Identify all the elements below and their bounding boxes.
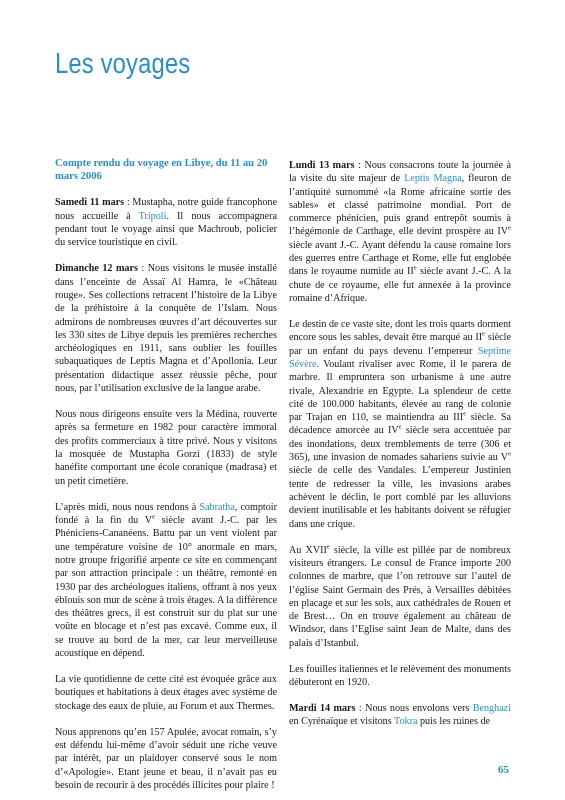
paragraph-apulee: Nous apprenons qu’en 157 Apulée, avocat romain, s’y est défendu lui-même d’avoir séduit une riche veuve par intérêt, par un plaidoyer conservé sous le nom d’«Apologie». Etant jeune et beau, il n’avait pas eu besoin de recourir à des procédés illicites pour plaire ! [55, 726, 277, 791]
place-link-benghazi[interactable]: Benghazi [472, 703, 511, 715]
paragraph-excavations: Les fouilles italiennes et le relèvement des monuments débuteront en 1920. [289, 663, 511, 689]
paragraph-sunday: Dimanche 12 mars : Nous visitons le musée installé dans l’enceinte de Assaï Al Hamra, le «Château rouge». Ses collections retracent l’histoire de la Libye de la préhistoire à la conquête de l’Islam. Nous admirons de nombreuses œuvres d’art découvertes sur les 330 sites de Libye depuis les premières recherches archéologiques en 1911, sans oublier les fouilles subaquatiques de Leptis Magna et d’Apollonia. Leur présentation didactique assez réussie pêche, pour nous, par l’utilisation exclusive de la langue arabe. [55, 263, 277, 395]
right-column [289, 159, 511, 729]
date-label: Samedi 11 mars [55, 197, 125, 209]
paragraph-medina: Nous nous dirigeons ensuite vers la Médina, rouverte après sa fermeture en 1982 pour caractère immoral des profits commerciaux à titre privé. Nous y visitons la mosquée de Mustapha Gorzi (1833) de style hanéfite comportant une école coranique (madrasa) et un petit cimetière. [55, 409, 277, 487]
paragraph-monday: Lundi 13 mars : Nous consacrons toute la journée à la visite du site majeur de Leptis Magna, fleuron de l’antiquité surnommé «la Rome africaine sortie des sables» et classé patrimoine mondial. Port de commerce phénicien, puis grand entrepôt soumis à l’hégémonie de Carthage, elle devint prospère au IVe siècle avant J.-C. Ayant défendu la cause romaine lors des guerres entre Carthage et Rome, elle fut englobée dans le royaume numide au IIe siècle avant J.-C. A la chute de ce royaume, elle fut annexée à la province romaine d’Afrique. [289, 160, 511, 304]
article-heading: Compte rendu du voyage en Libye, du 11 au 20 mars 2006 [55, 158, 268, 183]
date-label: Lundi 13 mars [289, 160, 355, 171]
place-link-leptis-magna[interactable]: Leptis Magna [404, 173, 462, 185]
paragraph-tuesday: Mardi 14 mars : Nous nous envolons vers Benghazi en Cyrénaïque et visitons Tokra puis les ruines de [289, 703, 511, 728]
page-number: 65 [498, 764, 509, 776]
paragraph-saturday: Samedi 11 mars : Mustapha, notre guide francophone nous accueille à Tripoli. Il nous accompagnera pendant tout le voyage ainsi que Machroub, policier du service touristique en civil. [55, 197, 277, 249]
paragraph-destiny: Le destin de ce vaste site, dont les trois quarts dorment encore sous les sables, devait être marqué au IIe siècle par un enfant du pays devenu l’empereur Septime Sévère. Voulant rivaliser avec Rome, il le parera de marbre. Il empruntera son urbanisme à une autre rivale, Alexandrie en Egypte. La splendeur de cette cité de 100.000 habitants, élevée au rang de colonie par Trajan en 110, se maintiendra au IIIe siècle. Sa décadence amorcée au IVe siècle sera accentuée par des inondations, deux tremblements de terre (306 et 365), une invasion de nomades sahariens suivie au Ve siècle de celle des Vandales. L’empereur Justinien tente de redresser la ville, les invasions arabes achèvent le déclin, le port comblé par les alluvions devient inutilisable et les habitants doivent se réfugier dans une crique. [289, 319, 511, 530]
paragraph-daily-life: La vie quotidienne de cette cité est évoquée grâce aux boutiques et habitations à deux étages avec système de stockage des eaux de pluie, au Forum et aux Thermes. [55, 674, 277, 712]
date-label: Mardi 14 mars [289, 703, 356, 715]
date-label: Dimanche 12 mars [55, 263, 138, 275]
person-link-septime-severe[interactable]: Septime Sévère [289, 345, 511, 370]
left-column [55, 157, 277, 792]
place-link-tripoli[interactable]: Tripoli [138, 210, 167, 222]
page-title: Les voyages [55, 48, 191, 80]
place-link-sabratha[interactable]: Sabratha [199, 501, 235, 513]
paragraph-17th-century: Au XVIIe siècle, la ville est pillée par de nombreux visiteurs étrangers. Le consul de France importe 200 colonnes de marbre, que l’on retrouve sur l’autel de l’église Saint Germain des Prés, à Versailles débitées en placage et sur les sols, aux cathédrales de Rouen et de Brest… On en trouve également au château de Windsor, dans l’Eglise saint Jean de Malte, dans des palais d’Istanbul. [289, 543, 511, 649]
place-link-tokra[interactable]: Tokra [393, 716, 418, 728]
paragraph-sabratha: L’après midi, nous nous rendons à Sabratha, comptoir fondé à la fin du Ve siècle avant J.-C. par les Phéniciens-Cananéens. Battu par un vent violent par une température voisine de 10° anormale en mars, notre groupe frigorifié arpente ce site en commençant par son attraction principale : un théâtre, remonté en 1930 par des archéologues italiens, offrant à nos yeux éblouis son mur de scène à trois étages. A la différence des théâtres grecs, il est construit sur du plat sur une voûte en blocage et n’est pas excavé. Comme eux, il se trouve au bord de la mer, car leur merveilleuse acoustique en dépend. [55, 501, 277, 659]
